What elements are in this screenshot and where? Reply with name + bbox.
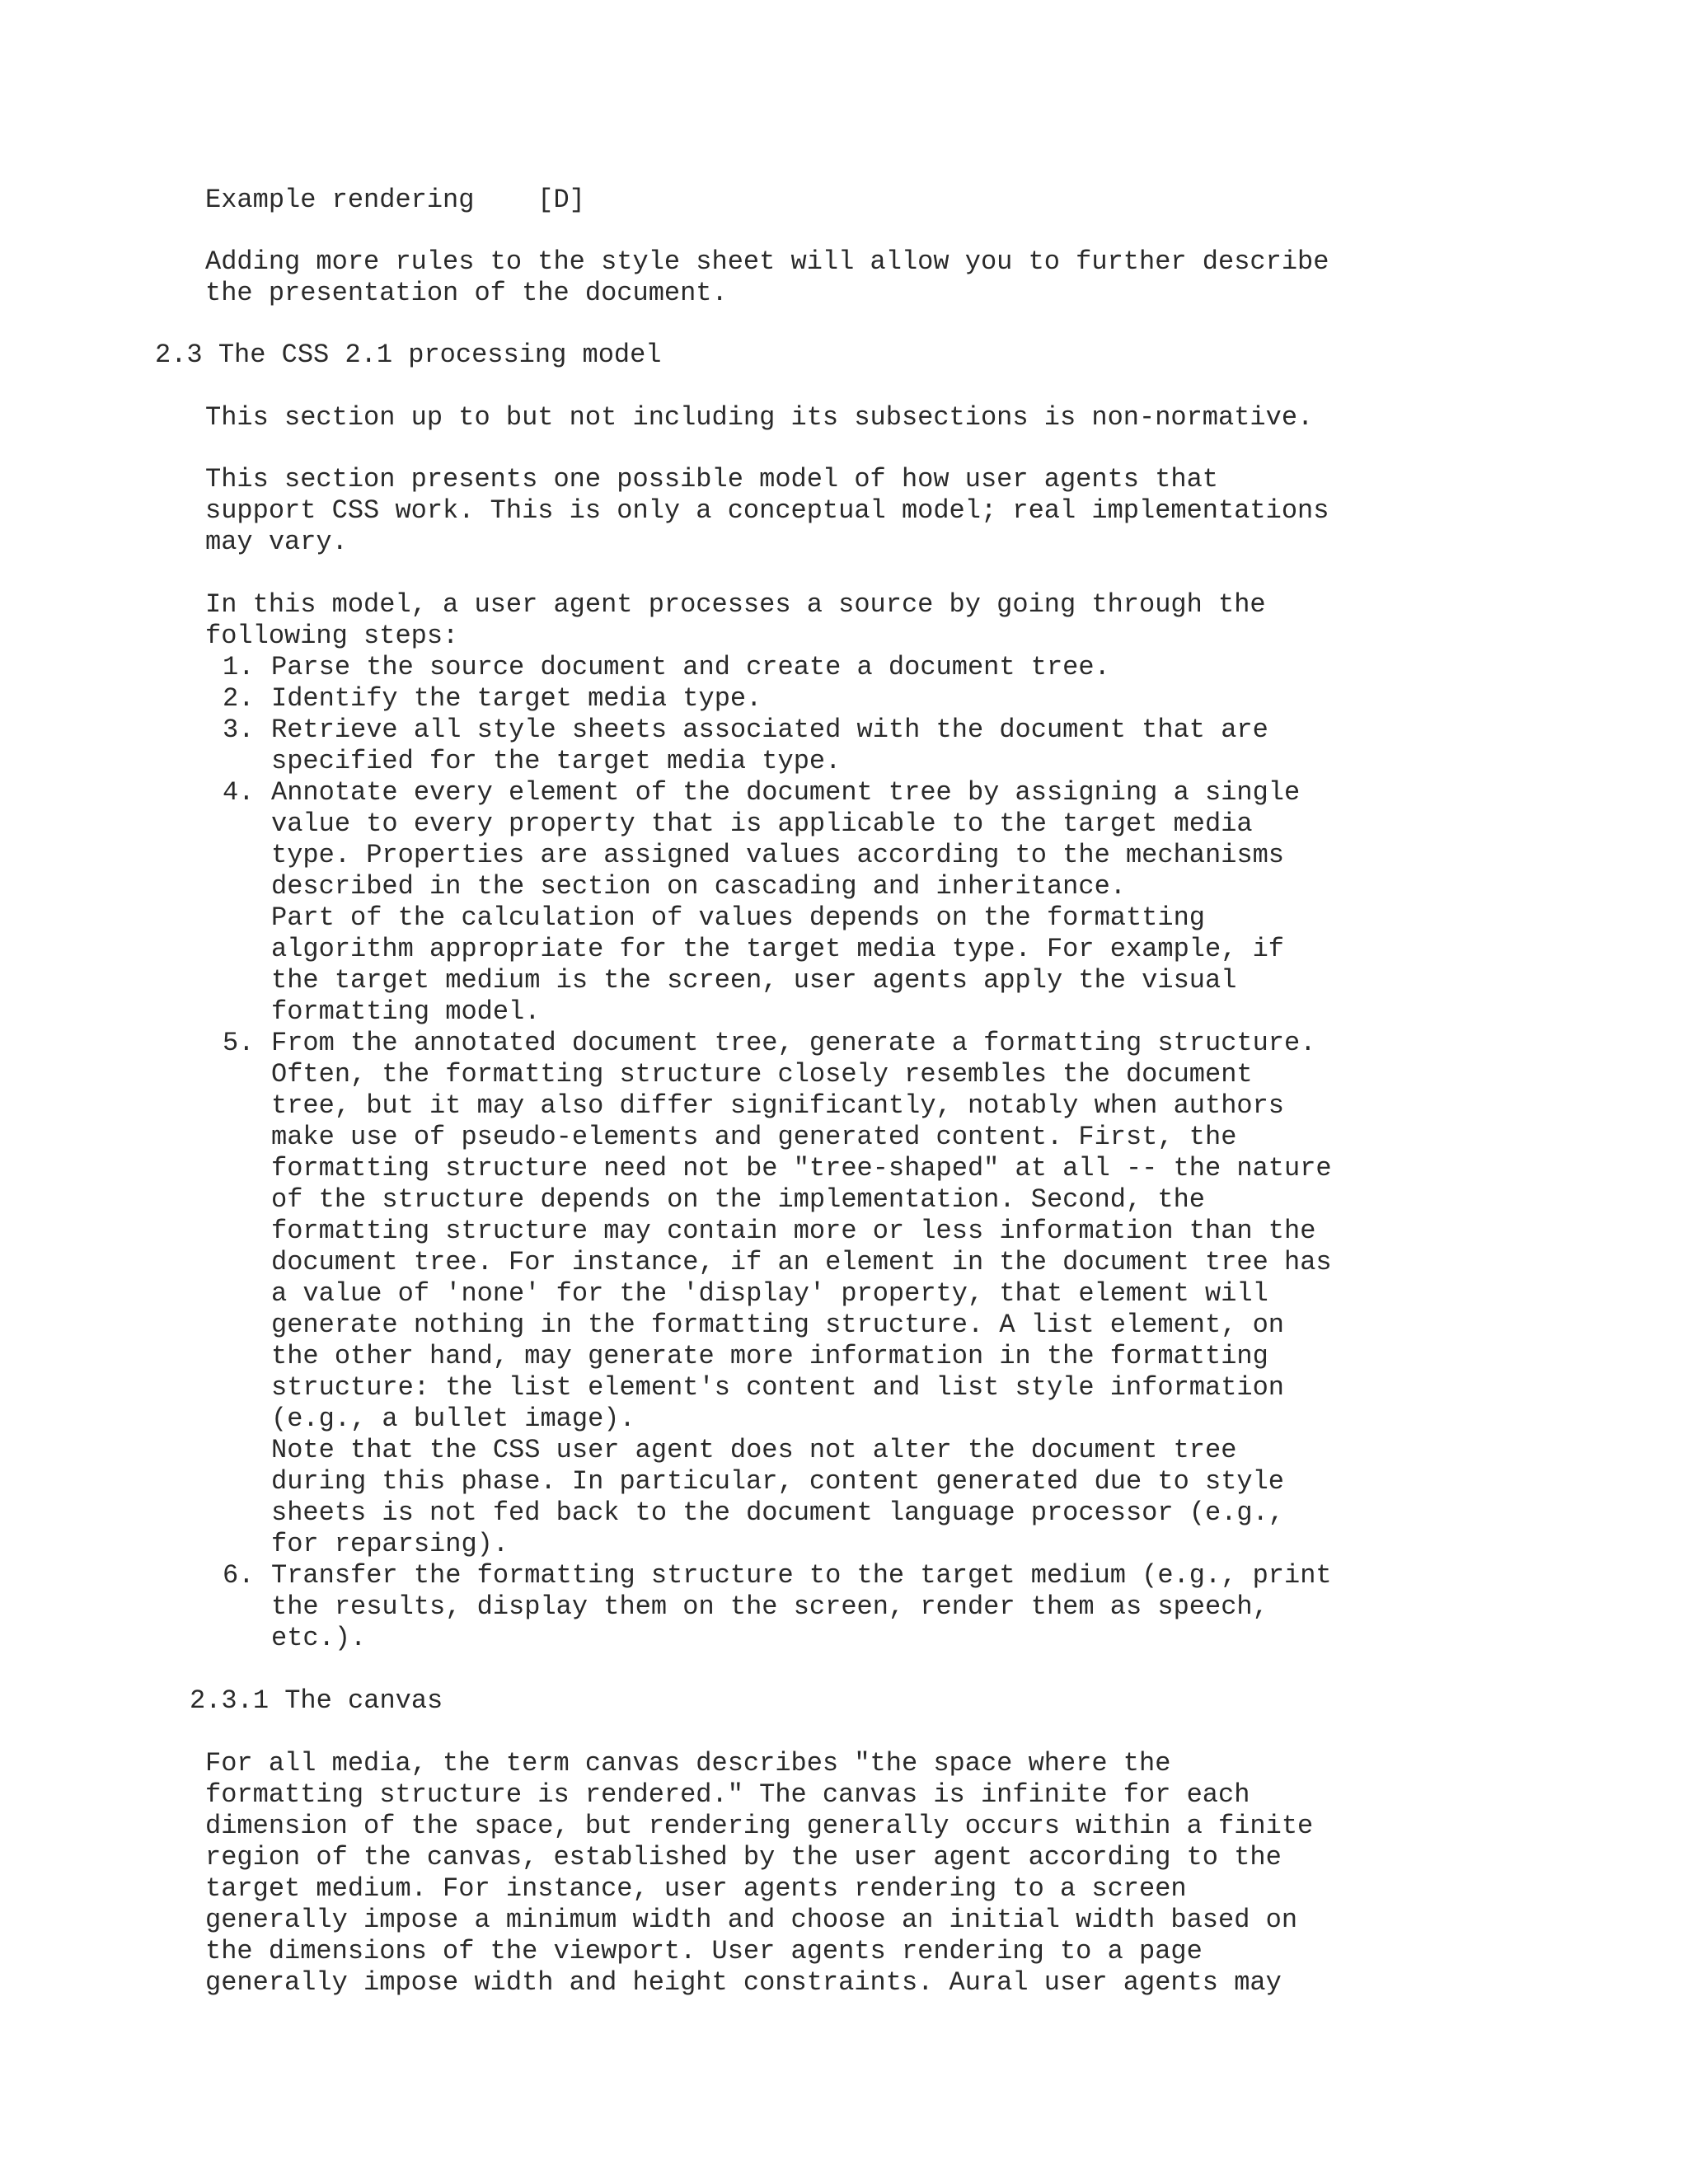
canvas-paragraph-line: dimension of the space, but rendering generally occurs within a finite: [205, 1811, 1314, 1841]
step-line: the target medium is the screen, user agents apply the visual: [271, 965, 1237, 996]
step-line: for reparsing).: [271, 1529, 509, 1559]
subsection-heading: 2.3.1 The canvas: [190, 1685, 443, 1716]
step-line: value to every property that is applicable to the target media: [271, 808, 1253, 839]
non-normative-note: This section up to but not including its subsections is non-normative.: [205, 402, 1314, 433]
step-line: etc.).: [271, 1623, 367, 1653]
step-line: tree, but it may also differ significantly, notably when authors: [271, 1090, 1284, 1121]
canvas-paragraph-line: generally impose width and height constraints. Aural user agents may: [205, 1967, 1282, 1998]
step-line: the results, display them on the screen, render them as speech,: [271, 1591, 1268, 1622]
example-rendering-link[interactable]: [D]: [537, 185, 585, 215]
step-line: Transfer the formatting structure to the target medium (e.g., print: [271, 1560, 1332, 1591]
step-line: Note that the CSS user agent does not alter the document tree: [271, 1435, 1237, 1465]
step-line: Identify the target media type.: [271, 683, 762, 714]
step-number: 5.: [223, 1028, 255, 1058]
model-paragraph-line: may vary.: [205, 527, 348, 557]
canvas-paragraph-line: formatting structure is rendered." The canvas is infinite for each: [205, 1779, 1250, 1810]
step-line: document tree. For instance, if an element in the document tree has: [271, 1247, 1332, 1277]
step-line: type. Properties are assigned values according to the mechanisms: [271, 840, 1284, 870]
step-line: Part of the calculation of values depends on the formatting: [271, 902, 1205, 933]
step-line: Often, the formatting structure closely resembles the document: [271, 1059, 1253, 1090]
step-line: specified for the target media type.: [271, 746, 842, 776]
step-line: described in the section on cascading and inheritance.: [271, 871, 1126, 902]
section-heading: 2.3 The CSS 2.1 processing model: [155, 340, 662, 370]
step-line: a value of 'none' for the 'display' property, that element will: [271, 1278, 1268, 1309]
step-line: structure: the list element's content and list style information: [271, 1372, 1284, 1403]
intro-paragraph-line: the presentation of the document.: [205, 278, 728, 308]
step-line: formatting structure need not be "tree-shaped" at all -- the nature: [271, 1153, 1332, 1183]
step-line: formatting structure may contain more or less information than the: [271, 1216, 1316, 1246]
example-rendering-line: [205, 185, 585, 216]
step-line: Annotate every element of the document tree by assigning a single: [271, 777, 1301, 808]
step-line: algorithm appropriate for the target media type. For example, if: [271, 934, 1284, 964]
step-line: formatting model.: [271, 996, 541, 1027]
steps-intro-line: In this model, a user agent processes a source by going through the: [205, 589, 1266, 620]
step-line: Parse the source document and create a document tree.: [271, 652, 1110, 682]
model-paragraph-line: support CSS work. This is only a conceptual model; real implementations: [205, 495, 1329, 526]
canvas-paragraph-line: region of the canvas, established by the user agent according to the: [205, 1842, 1282, 1872]
example-rendering-label: Example rendering: [205, 185, 475, 215]
canvas-paragraph-line: target medium. For instance, user agents rendering to a screen: [205, 1873, 1187, 1904]
step-line: the other hand, may generate more information in the formatting: [271, 1341, 1268, 1371]
step-line: make use of pseudo-elements and generated content. First, the: [271, 1122, 1237, 1152]
steps-intro-line: following steps:: [205, 621, 459, 651]
canvas-paragraph-line: For all media, the term canvas describes "the space where the: [205, 1748, 1171, 1779]
step-number: 1.: [223, 652, 255, 682]
step-line: From the annotated document tree, generate a formatting structure.: [271, 1028, 1316, 1058]
step-number: 4.: [223, 777, 255, 808]
step-line: sheets is not fed back to the document language processor (e.g.,: [271, 1497, 1284, 1528]
model-paragraph-line: This section presents one possible model of how user agents that: [205, 464, 1218, 494]
step-line: (e.g., a bullet image).: [271, 1404, 635, 1434]
step-line: generate nothing in the formatting structure. A list element, on: [271, 1310, 1284, 1340]
step-number: 2.: [223, 683, 255, 714]
step-number: 3.: [223, 715, 255, 745]
step-number: 6.: [223, 1560, 255, 1591]
step-line: Retrieve all style sheets associated with the document that are: [271, 715, 1268, 745]
step-line: during this phase. In particular, content generated due to style: [271, 1466, 1284, 1497]
canvas-paragraph-line: the dimensions of the viewport. User agents rendering to a page: [205, 1936, 1203, 1966]
step-line: of the structure depends on the implementation. Second, the: [271, 1184, 1205, 1215]
intro-paragraph-line: Adding more rules to the style sheet will allow you to further describe: [205, 246, 1329, 277]
canvas-paragraph-line: generally impose a minimum width and choose an initial width based on: [205, 1905, 1298, 1935]
